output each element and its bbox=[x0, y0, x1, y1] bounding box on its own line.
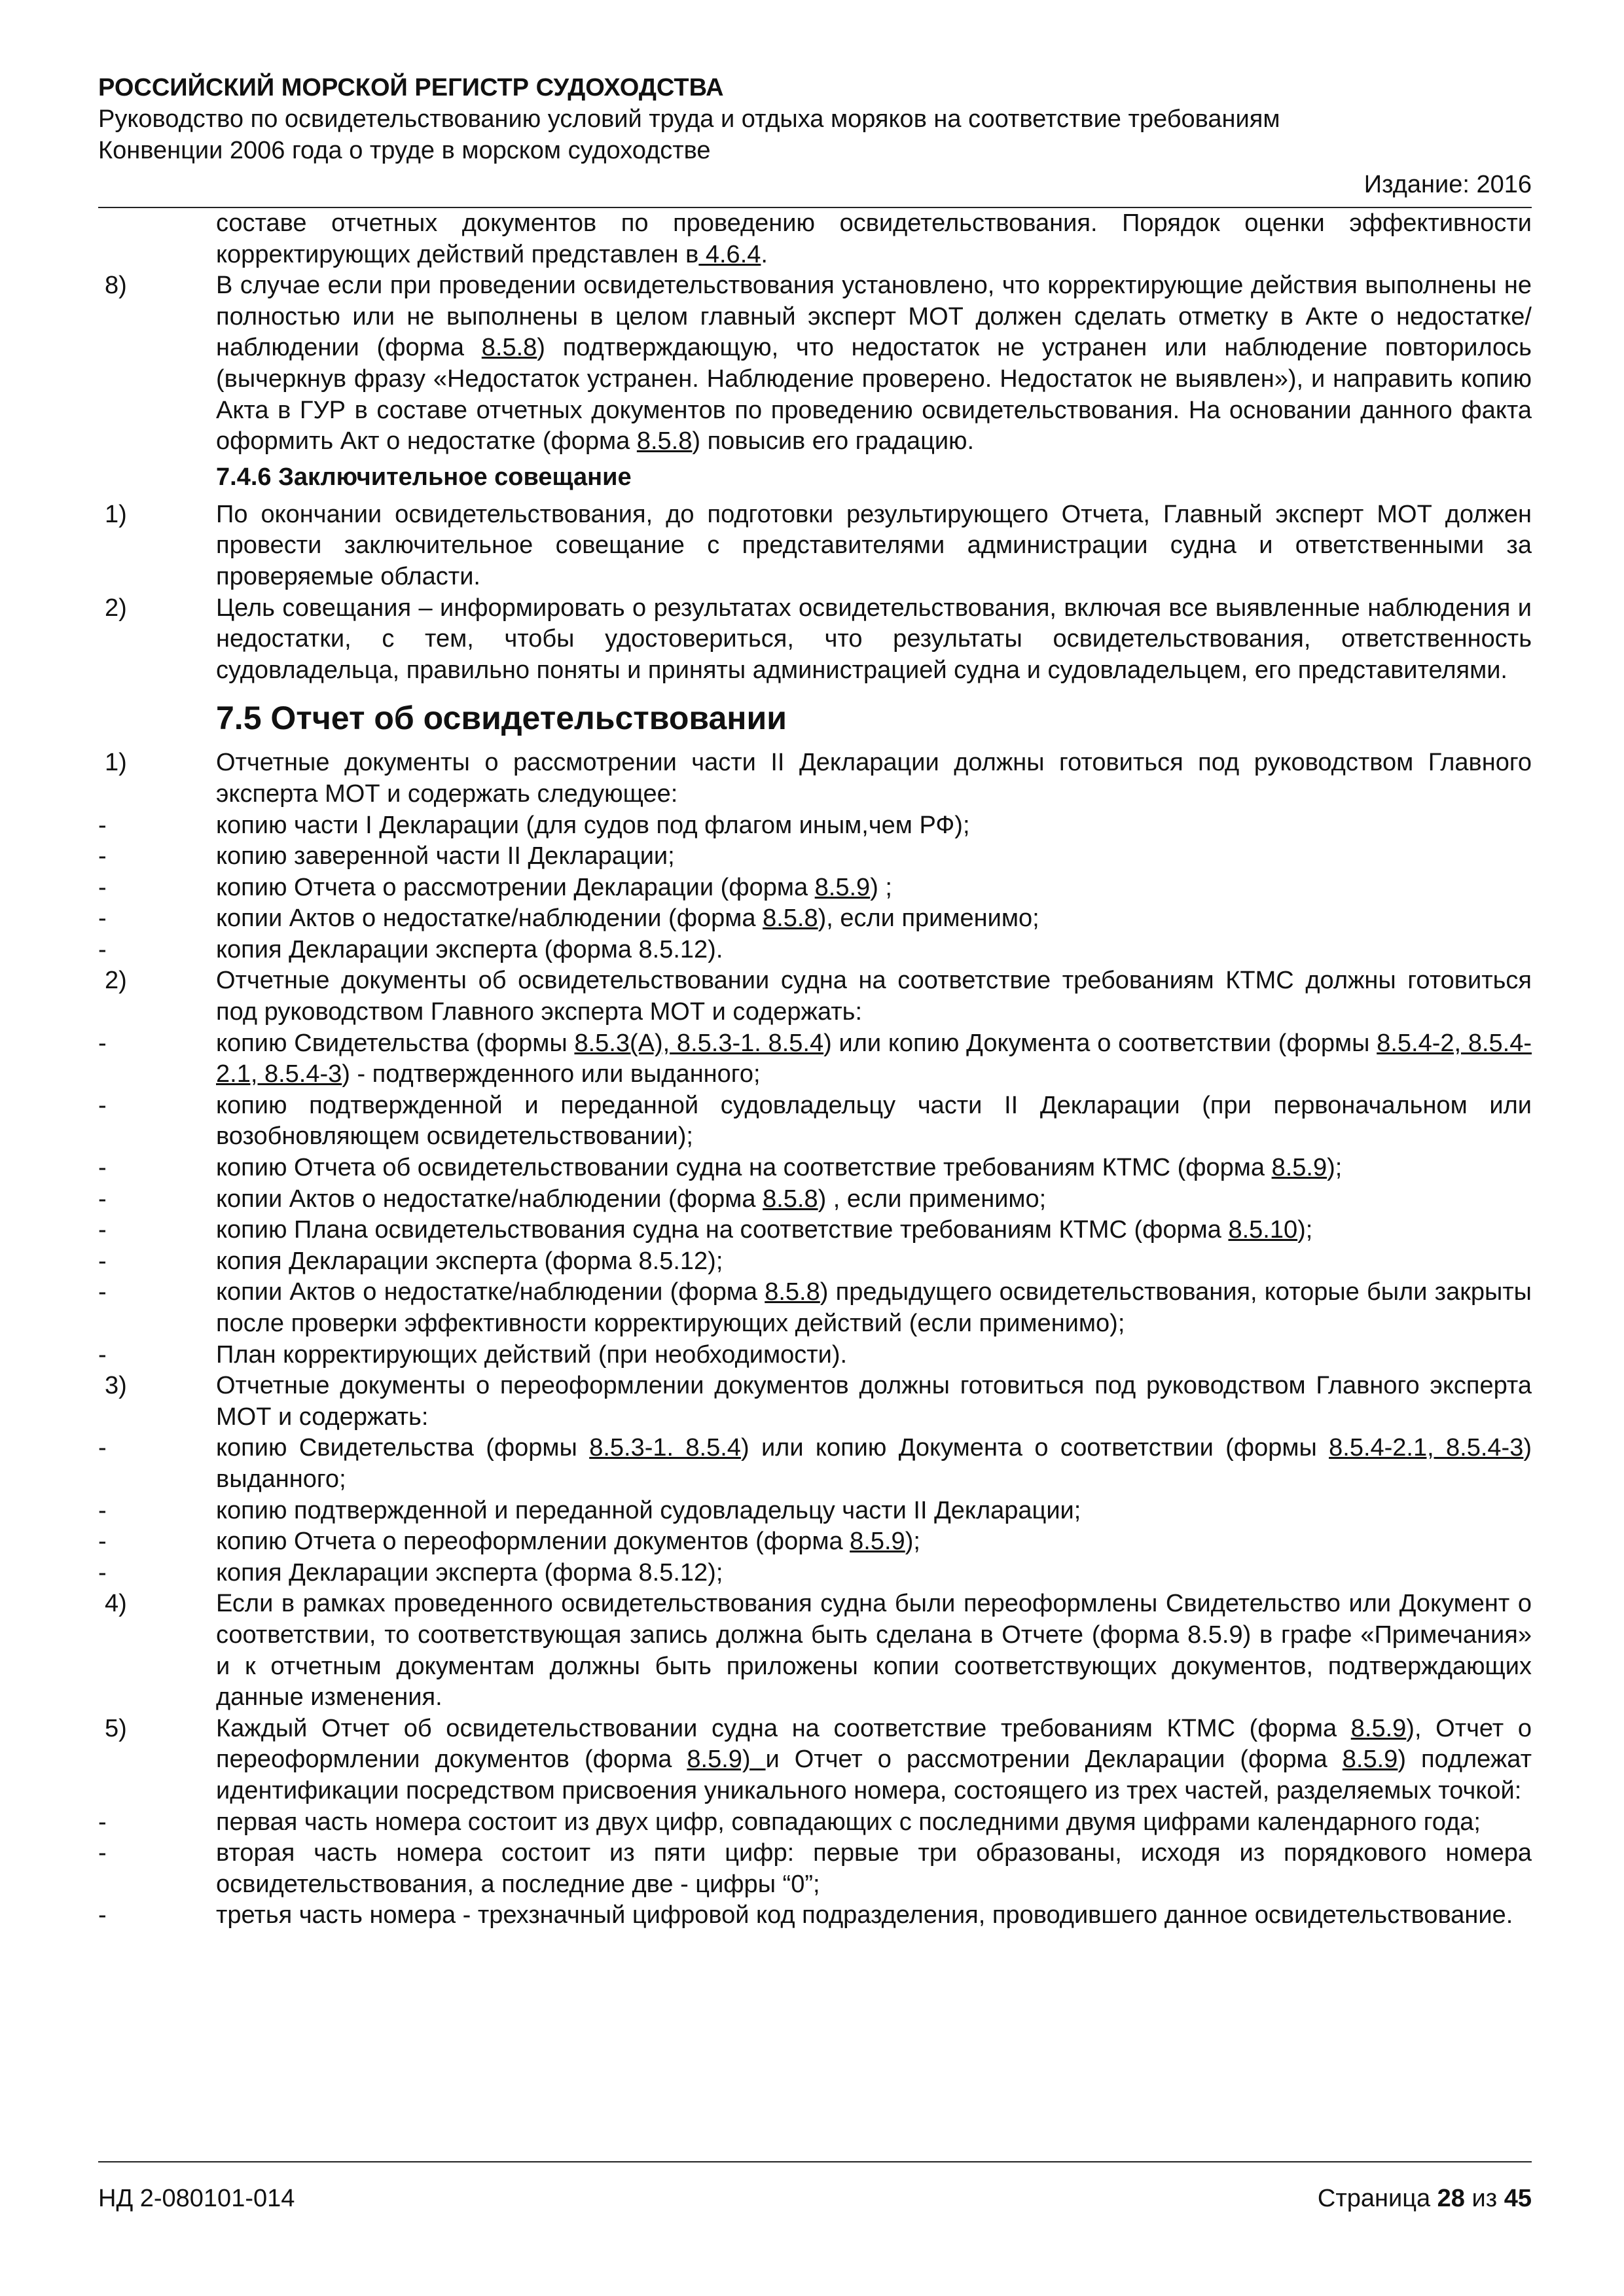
ref-link[interactable]: 8.5.9 bbox=[850, 1528, 905, 1556]
page-body bbox=[98, 208, 1532, 1931]
dash-item: - вторая часть номера состоит из пяти цифр: первые три образованы, исходя из порядкового номера освидетельствования, а последние две - цифры “0”; bbox=[98, 1838, 1532, 1900]
dash-item: - копию части I Декларации (для судов под флагом иным,чем РФ); bbox=[98, 810, 1532, 842]
dash-marker: - bbox=[98, 935, 107, 963]
ref-link[interactable]: 8.5.8 bbox=[765, 1278, 820, 1306]
organization-name: РОССИЙСКИЙ МОРСКОЙ РЕГИСТР СУДОХОДСТВА bbox=[98, 74, 724, 101]
dash-marker: - bbox=[98, 873, 107, 901]
list-item: 2) Цель совещания – информировать о результатах освидетельствования, включая все выявленные наблюдения и недостатки, с тем, чтобы удостовериться, что результаты освидетельствования, ответственность судовладельца, правильно поняты и приняты администрацией судна и судовладельцем, его представителями. bbox=[98, 593, 1532, 687]
ref-link[interactable]: 8.5.9 bbox=[814, 873, 871, 901]
ref-link[interactable]: 8.5.8 bbox=[763, 1185, 818, 1213]
list-item: 2) Отчетные документы об освидетельствовании судна на соответствие требованиям КТМС должны готовиться под руководством Главного эксперта МОТ и содержать: bbox=[98, 965, 1532, 1028]
dash-marker: - bbox=[98, 1154, 107, 1182]
dash-marker: - bbox=[98, 1091, 107, 1119]
ref-link[interactable]: 8.5.9) bbox=[687, 1746, 766, 1774]
dash-item: - копии Актов о недостатке/наблюдении (форма 8.5.8), если применимо; bbox=[98, 903, 1532, 935]
item-number: 4) bbox=[105, 1590, 127, 1618]
continuation-paragraph: составе отчетных документов по проведению освидетельствования. Порядок оценки эффективности корректирующих действий представлен в 4.6.4. bbox=[216, 209, 1532, 268]
item-number: 2) bbox=[105, 967, 127, 995]
ref-link[interactable]: 4.6.4 bbox=[698, 240, 761, 268]
dash-marker: - bbox=[98, 1029, 107, 1057]
dash-item: - копию Плана освидетельствования судна на соответствие требованиям КТМС (форма 8.5.10); bbox=[98, 1215, 1532, 1246]
ref-link[interactable]: 8.5.4-2.1, 8.5.4-3 bbox=[1329, 1434, 1524, 1462]
ref-link[interactable]: 8.5.8 bbox=[481, 334, 537, 362]
list-item: 3) Отчетные документы о переоформлении документов должны готовиться под руководством Главного эксперта МОТ и содержать: bbox=[98, 1371, 1532, 1433]
dash-item: - копия Декларации эксперта (форма 8.5.12); bbox=[98, 1558, 1532, 1589]
item-number: 8) bbox=[105, 272, 127, 300]
dash-item: - копию Отчета об освидетельствовании судна на соответствие требованиям КТМС (форма 8.5.9); bbox=[98, 1153, 1532, 1184]
dash-marker: - bbox=[98, 1901, 107, 1929]
page-header bbox=[98, 72, 1532, 200]
dash-item: - копии Актов о недостатке/наблюдении (форма 8.5.8) предыдущего освидетельствования, которые были закрыты после проверки эффективности корректирующих действий (если применимо); bbox=[98, 1277, 1532, 1339]
ref-link[interactable]: 8.5.9 bbox=[1271, 1154, 1327, 1182]
ref-link[interactable]: 8.5.3-1. 8.5.4 bbox=[589, 1434, 741, 1462]
item-number: 2) bbox=[105, 594, 127, 622]
edition-label: Издание: 2016 bbox=[1363, 171, 1532, 198]
ref-link[interactable]: 8.5.10 bbox=[1228, 1216, 1298, 1244]
dash-marker: - bbox=[98, 1247, 107, 1275]
document-title-line1: Руководство по освидетельствованию условий труда и отдыха моряков на соответствие требованиям bbox=[98, 105, 1280, 133]
ref-link[interactable]: 8.5.3(А), 8.5.3-1. 8.5.4 bbox=[574, 1029, 824, 1057]
dash-marker: - bbox=[98, 1434, 107, 1462]
dash-marker: - bbox=[98, 1278, 107, 1306]
item-number: 1) bbox=[105, 749, 127, 777]
dash-item: - копию подтвержденной и переданной судовладельцу части II Декларации (при первоначальном или возобновляющем освидетельствовании); bbox=[98, 1090, 1532, 1153]
dash-marker: - bbox=[98, 1808, 107, 1836]
dash-item: - копию подтвержденной и переданной судовладельцу части II Декларации; bbox=[98, 1496, 1532, 1527]
page-number: 28 bbox=[1437, 2185, 1465, 2212]
dash-item: - копию Отчета о переоформлении документов (форма 8.5.9); bbox=[98, 1526, 1532, 1558]
dash-item: - третья часть номера - трехзначный цифровой код подразделения, проводившего данное освидетельствование. bbox=[98, 1900, 1532, 1931]
list-item: 4) Если в рамках проведенного освидетельствования судна были переоформлены Свидетельство или Документ о соответствии, то соответствующая запись должна быть сделана в Отчете (форма 8.5.9) в графе «Примечания» и к отчетным документам должны быть приложены копии соответствующих документов, подтверждающих данные изменения. bbox=[98, 1588, 1532, 1713]
ref-link[interactable]: 8.5.9 bbox=[1342, 1746, 1398, 1774]
ref-link[interactable]: 8.5.9 bbox=[1350, 1714, 1407, 1742]
dash-marker: - bbox=[98, 842, 107, 870]
dash-marker: - bbox=[98, 905, 107, 933]
dash-marker: - bbox=[98, 1839, 107, 1867]
item-number: 5) bbox=[105, 1714, 127, 1742]
item-number: 3) bbox=[105, 1372, 127, 1400]
list-item: 1) Отчетные документы о рассмотрении части II Декларации должны готовиться под руководством Главного эксперта МОТ и содержать следующее: bbox=[98, 747, 1532, 810]
ref-link[interactable]: 8.5.4-2, 8.5.4-2.1, 8.5.4-3 bbox=[216, 1029, 1532, 1088]
page-footer bbox=[98, 2185, 1532, 2213]
dash-marker: - bbox=[98, 1216, 107, 1244]
document-code: НД 2-080101-014 bbox=[98, 2185, 295, 2212]
dash-marker: - bbox=[98, 1558, 107, 1587]
ref-link[interactable]: 8.5.8 bbox=[763, 905, 818, 933]
page-total: 45 bbox=[1504, 2185, 1532, 2212]
footer-divider bbox=[98, 2161, 1532, 2162]
section-heading: 7.5 Отчет об освидетельствовании bbox=[216, 700, 787, 737]
dash-item: - копии Актов о недостатке/наблюдении (форма 8.5.8) , если применимо; bbox=[98, 1184, 1532, 1215]
dash-item: - копию заверенной части II Декларации; bbox=[98, 841, 1532, 872]
document-title-line2: Конвенции 2006 года о труде в морском судоходстве bbox=[98, 137, 711, 164]
dash-item: - копию Отчета о рассмотрении Декларации (форма 8.5.9) ; bbox=[98, 872, 1532, 904]
dash-item: - первая часть номера состоит из двух цифр, совпадающих с последними двумя цифрами календарного года; bbox=[98, 1807, 1532, 1839]
dash-item: - копия Декларации эксперта (форма 8.5.12); bbox=[98, 1246, 1532, 1278]
list-item: 1) По окончании освидетельствования, до подготовки результирующего Отчета, Главный эксперт МОТ должен провести заключительное совещание с представителями администрации судна и ответственными за проверяемые области. bbox=[98, 499, 1532, 593]
dash-item: - План корректирующих действий (при необходимости). bbox=[98, 1340, 1532, 1371]
dash-item: - копию Свидетельства (формы 8.5.3-1. 8.5.4) или копию Документа о соответствии (формы 8.5.4-2.1, 8.5.4-3) выданного; bbox=[98, 1433, 1532, 1495]
list-item: 8) В случае если при проведении освидетельствования установлено, что корректирующие действия выполнены не полностью или не выполнены в целом главный эксперт МОТ должен сделать отметку в Акте о недостатке/наблюдении (форма 8.5.8) подтверждающую, что недостаток не устранен или наблюдение повторилось (вычеркнув фразу «Недостаток устранен. Наблюдение проверено. Недостаток не выявлен»), и направить копию Акта в ГУР в составе отчетных документов по проведению освидетельствования. На основании данного факта оформить Акт о недостатке (форма 8.5.8) повысив его градацию. bbox=[98, 270, 1532, 457]
dash-marker: - bbox=[98, 1528, 107, 1556]
subsection-heading: 7.4.6 Заключительное совещание bbox=[216, 463, 632, 491]
dash-item: - копия Декларации эксперта (форма 8.5.12). bbox=[98, 935, 1532, 966]
item-number: 1) bbox=[105, 500, 127, 528]
dash-item: - копию Свидетельства (формы 8.5.3(А), 8.5.3-1. 8.5.4) или копию Документа о соответствии (формы 8.5.4-2, 8.5.4-2.1, 8.5.4-3) - подтвержденного или выданного; bbox=[98, 1028, 1532, 1090]
page-indicator: Страница 28 из 45 bbox=[1317, 2185, 1532, 2212]
dash-marker: - bbox=[98, 1340, 107, 1369]
dash-marker: - bbox=[98, 1496, 107, 1524]
dash-marker: - bbox=[98, 1185, 107, 1213]
ref-link[interactable]: 8.5.8 bbox=[636, 427, 693, 456]
list-item: 5) Каждый Отчет об освидетельствовании судна на соответствие требованиям КТМС (форма 8.5.9), Отчет о переоформлении документов (форма 8.5.9) и Отчет о рассмотрении Декларации (форма 8.5.9) подлежат идентификации посредством присвоения уникального номера, состоящего из трех частей, разделяемых точкой: bbox=[98, 1713, 1532, 1807]
dash-marker: - bbox=[98, 811, 107, 839]
